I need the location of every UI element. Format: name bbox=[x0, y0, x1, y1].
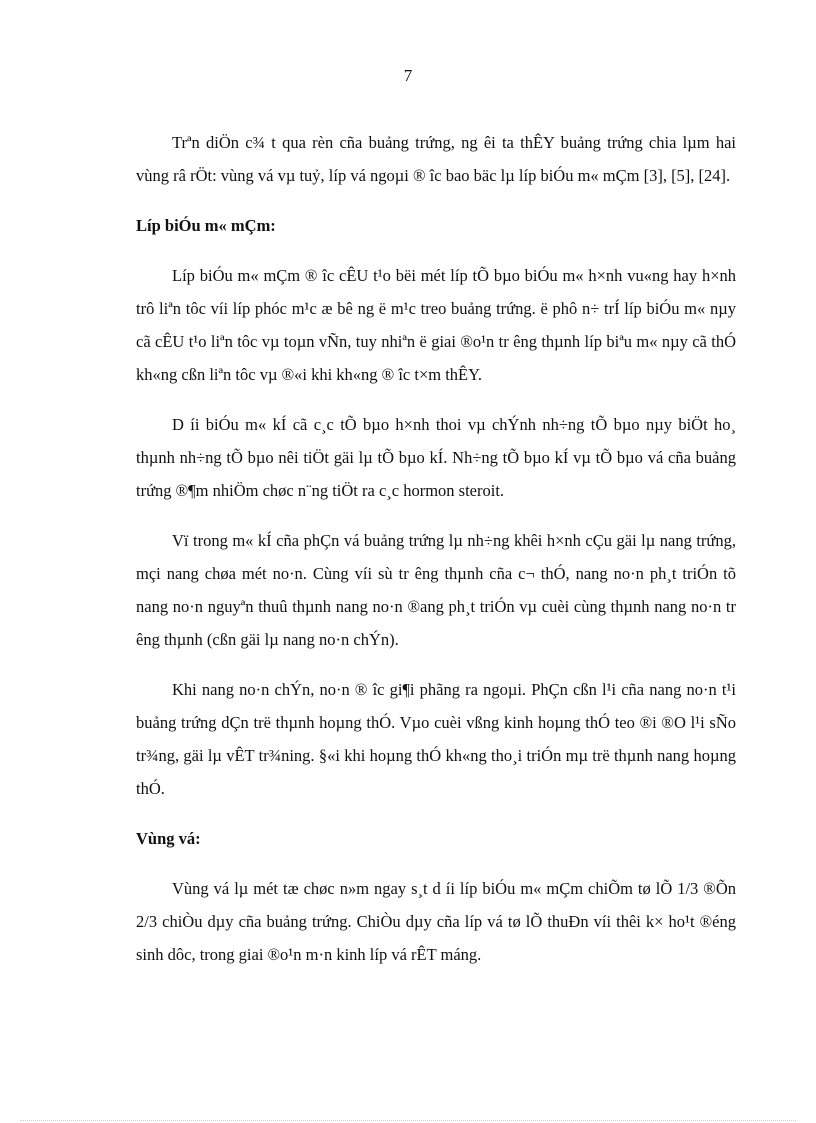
page-number: 7 bbox=[403, 66, 413, 85]
paragraph-corpus-luteum: Khi nang no·n chÝn, no·n ® îc gi¶i phãng ra ngoµi. PhÇn cßn l¹i cña nang no·n t¹i buảng trứng dÇn trë thµnh hoµng thÓ. Vµo cuèi vßng kinh hoµng thÓ teo ®i ®O l¹i sÑo tr¾ng, gäi lµ vÊT tr¾ning. §«i khi hoµng thÓ kh«ng tho¸i triÓn mµ trë thµnh nang hoµng thÓ. bbox=[136, 680, 736, 798]
paragraph-intro: Trªn diÖn c¾ t qua rèn cña buảng trứng, ng êi ta thÊY buảng trứng chia lµm hai vùng râ rÖt: vùng vá vµ tuỷ, líp vá ngoµi ® îc bao bäc lµ líp biÓu m« mÇm [3], [5], [24]. bbox=[136, 133, 736, 185]
document-body bbox=[136, 126, 736, 988]
section-heading-epithelium: Líp biÓu m« mÇm: bbox=[136, 216, 276, 235]
paragraph-epithelium: Líp biÓu m« mÇm ® îc cÊU t¹o bëi mét líp tÕ bµo biÓu m« h×nh vu«ng hay h×nh trô liªn tôc víi líp phóc m¹c æ bê ng ë m¹c treo buảng trứng. ë phô n÷ trÍ líp biÓu m« nµy cã cÊU t¹o liªn tôc vµ toµn vÑn, tuy nhiªn ë giai ®o¹n tr êng thµnh líp biªu m« nµy cã thÓ kh«ng cßn liªn tôc vµ ®«i khi kh«ng ® îc t×m thÊY. bbox=[136, 266, 736, 384]
paragraph-cortex: Vùng vá lµ mét tæ chøc n»m ngay s¸t d íi líp biÓu m« mÇm chiÕm tø lÕ 1/3 ®Õn 2/3 chiÒu dµy cña buảng trứng. ChiÒu dµy cña líp vá tø lÕ thuÐn víi thêi k× ho¹t ®éng sinh dôc, trong giai ®o¹n m·n kinh líp vá rÊT máng. bbox=[136, 879, 736, 964]
paragraph-interstitial-cells: D íi biÓu m« kÍ cã c¸c tÕ bµo h×nh thoi vµ chÝnh nh÷ng tÕ bµo nµy biÖt ho¸ thµnh nh÷ng tÕ bµo nêi tiÖt gäi lµ tÕ bµo kÍ. Nh÷ng tÕ bµo kÍ vµ tÕ bµo vá cña buảng trứng ®¶m nhiÖm chøc n¨ng tiÖt ra c¸c hormon steroit. bbox=[136, 415, 736, 500]
paragraph-follicles: Vï trong m« kÍ cña phÇn vá buảng trứng lµ nh÷ng khêi h×nh cÇu gäi lµ nang trứng, mçi nang chøa mét no·n. Cùng víi sù tr êng thµnh cña c¬ thÓ, nang no·n ph¸t triÓn tõ nang no·n nguyªn thuû thµnh nang no·n ®ang ph¸t triÓn vµ cuèi cùng thµnh nang no·n tr êng thµnh (cßn gäi lµ nang no·n chÝn). bbox=[136, 531, 736, 649]
page-bottom-rule bbox=[20, 1120, 796, 1121]
section-heading-cortex: Vùng vá: bbox=[136, 829, 201, 848]
